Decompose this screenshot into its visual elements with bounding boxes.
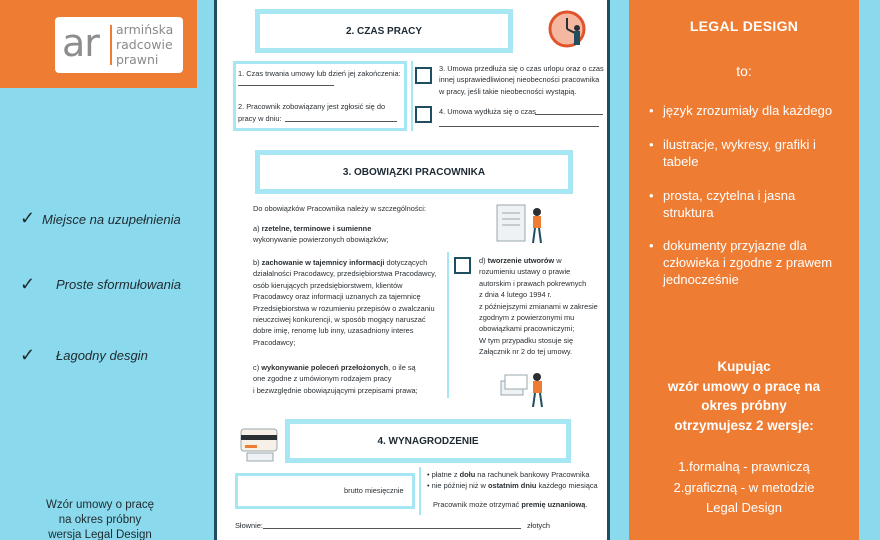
term-text: płatne z <box>431 470 458 479</box>
duty-prefix: a) <box>253 224 260 233</box>
logo-divider <box>110 25 112 65</box>
duty-text: Przedsiębiorstwa w rozumieniu przepisów o zwalczaniu <box>253 303 435 313</box>
caption-line: wersja Legal Design <box>48 529 152 540</box>
bullet-icon: • <box>649 188 654 203</box>
logo-line: radcowie <box>116 37 173 52</box>
bonus-text: Pracownik może otrzymać premię uznaniową. <box>433 500 588 509</box>
duty-c <box>253 362 451 396</box>
bullet-icon: • <box>649 238 654 253</box>
panel-title: LEGAL DESIGN <box>689 18 799 34</box>
reading-illustration <box>499 369 551 409</box>
duty-prefix: c) <box>253 363 260 372</box>
feature-label: Miejsce na uzupełnienia <box>42 212 181 227</box>
caption-line: na okres próbny <box>58 514 142 526</box>
duty-text: , o ile są <box>388 363 416 372</box>
duty-text: i bezwzględnie obowiązującymi przepisami prawa; <box>253 385 418 395</box>
checkbox-icon[interactable] <box>415 106 432 123</box>
duty-bold: zachowanie w tajemnicy informacji <box>261 258 385 267</box>
start-date-label: 2. Pracownik zobowiązany jest zgłosić się do <box>238 102 386 111</box>
offer-text <box>629 357 859 435</box>
extension-time-label: 4. Umowa wydłuża się o czas <box>439 107 536 116</box>
company-logo <box>55 17 183 73</box>
offer-line: otrzymujesz 2 wersje: <box>674 417 814 433</box>
document-page <box>214 0 610 540</box>
column-divider <box>419 467 421 515</box>
duty-b <box>253 257 451 348</box>
bullet-text: ilustracje, wykresy, grafiki i tabele <box>663 137 816 169</box>
amount-in-words-field[interactable] <box>263 528 521 529</box>
duty-d <box>479 255 607 358</box>
start-date-label: pracy w dniu: <box>238 114 282 123</box>
logo-text <box>116 22 173 67</box>
duty-text: z późniejszymi zmianami w zakresie <box>479 301 598 311</box>
duty-prefix: d) <box>479 256 486 265</box>
term-bold: ostatnim dniu <box>487 481 537 491</box>
version-item: 2.graficzną - w metodzie <box>673 480 815 495</box>
term-text: na rachunek bankowy Pracownika <box>477 470 590 479</box>
payment-terms: • płatne z dołu na rachunek bankowy Pracownika • nie później niż w ostatnim dniu każdego miesiąca <box>427 470 598 491</box>
bullet-text: język zrozumiały dla każdego <box>663 103 833 118</box>
card-illustration <box>239 423 281 463</box>
feature-label: Proste sformułowania <box>56 277 181 292</box>
duty-bold: rzetelne, terminowe i sumienne <box>261 224 372 233</box>
bullet-icon: • <box>649 137 654 152</box>
duty-text: wykonywanie powierzonych obowiązków; <box>253 235 389 245</box>
duty-text: dobre imię, renomę lub inny, uzasadniony interes <box>253 326 414 336</box>
bullet-text: dokumenty przyjazne dla człowieka i zgodne z prawem jednocześnie <box>663 238 833 287</box>
currency-label: złotych <box>527 521 551 530</box>
duty-text: Załącznik nr 2 do tej umowy. <box>479 347 573 357</box>
section-3-header <box>255 150 573 194</box>
duty-text: W tym przypadku stosuje się <box>479 335 574 345</box>
extension-clause <box>439 63 604 97</box>
column-divider <box>447 252 449 398</box>
clause-line: w pracy, jeśli takie nieobecności wystąpią. <box>439 86 577 96</box>
clause-line: 3. Umowa przedłuża się o czas urlopu oraz o czas <box>439 64 604 73</box>
document-illustration <box>493 203 551 247</box>
duty-text: działalności Pracodawcy, przedsiębiorstwa Pracodawcy, <box>253 269 437 279</box>
start-date-field[interactable] <box>285 119 397 122</box>
feature-label: Łagodny desgin <box>56 348 148 363</box>
term-text: każdego miesiąca <box>538 481 598 491</box>
term-bold: dołu <box>459 470 476 479</box>
duty-bold: wykonywanie poleceń przełożonych <box>261 363 389 372</box>
extension-time-field[interactable] <box>535 114 603 115</box>
gross-label: brutto miesięcznie <box>344 486 404 495</box>
logo-line: armińska <box>116 22 174 37</box>
duration-field[interactable] <box>238 79 334 86</box>
logo-mark: ar <box>62 21 99 65</box>
duty-text: z dnia 4 lutego 1994 r. <box>479 290 552 300</box>
checkbox-icon[interactable] <box>454 257 471 274</box>
bullet-text: prosta, czytelna i jasna struktura <box>663 188 796 220</box>
duty-text: one zgodne z umówionym rodzajem pracy <box>253 374 392 384</box>
term-text: nie później niż w <box>431 481 486 491</box>
duties-intro: Do obowiązków Pracownika należy w szczególności: <box>253 204 426 213</box>
checkbox-icon[interactable] <box>415 67 432 84</box>
bonus-bold: premię uznaniową <box>521 500 586 509</box>
duty-text: nieuczciwej konkurencji, w sposób mogący naruszać <box>253 315 426 325</box>
version-item: 1.formalną - prawniczą <box>678 459 810 474</box>
extension-time-field-2[interactable] <box>439 126 599 127</box>
check-icon: ✓ <box>20 274 36 294</box>
bonus-pre: Pracownik może otrzymać <box>433 500 520 509</box>
check-icon: ✓ <box>20 345 36 365</box>
panel-subtitle: to: <box>736 63 752 79</box>
offer-line: wzór umowy o pracę na <box>667 378 821 394</box>
duty-text: zgodnym z powierzonymi mu <box>479 313 575 323</box>
offer-line: Kupując <box>717 359 771 374</box>
duty-prefix: b) <box>253 258 260 267</box>
duration-label: 1. Czas trwania umowy lub dzień jej zakończenia: <box>238 69 401 78</box>
section-title: 2. CZAS PRACY <box>345 25 423 37</box>
section-2-header <box>255 9 513 53</box>
right-edge-strip <box>859 0 880 540</box>
section-4-header <box>285 419 571 463</box>
section-title: 3. OBOWIĄZKI PRACOWNIKA <box>342 166 486 178</box>
document-caption <box>20 498 180 540</box>
bullet-icon: • <box>649 103 654 118</box>
clock-illustration <box>546 7 592 57</box>
duty-text: w <box>556 256 562 265</box>
offer-line: okres próbny <box>701 398 787 413</box>
duty-text: osób kierujących przedsiębiorstwem, klientów <box>253 280 403 290</box>
column-divider <box>411 61 413 131</box>
check-icon: ✓ <box>20 208 36 228</box>
duty-text: Pracodawcy; <box>253 337 296 347</box>
duty-text: dotyczących <box>386 258 428 267</box>
duty-text: obowiązkami pracowniczymi; <box>479 324 575 334</box>
clause-line: innej usprawiedliwionej nieobecności pracownika <box>439 75 600 85</box>
duty-text: Pracodawcy oraz informacji uznanych za tajemnicę <box>253 292 421 302</box>
logo-line: prawni <box>116 52 159 67</box>
duty-text: rozumieniu ustawy o prawie <box>479 267 571 277</box>
caption-line: Wzór umowy o pracę <box>45 499 154 511</box>
duty-text: autorskim i prawach pokrewnych <box>479 278 587 288</box>
words-label: Słownie: <box>235 521 263 530</box>
section-title: 4. WYNAGRODZENIE <box>377 435 479 447</box>
duty-bold: tworzenie utworów <box>487 256 555 265</box>
version-item: Legal Design <box>706 500 782 515</box>
duty-a <box>253 223 389 246</box>
